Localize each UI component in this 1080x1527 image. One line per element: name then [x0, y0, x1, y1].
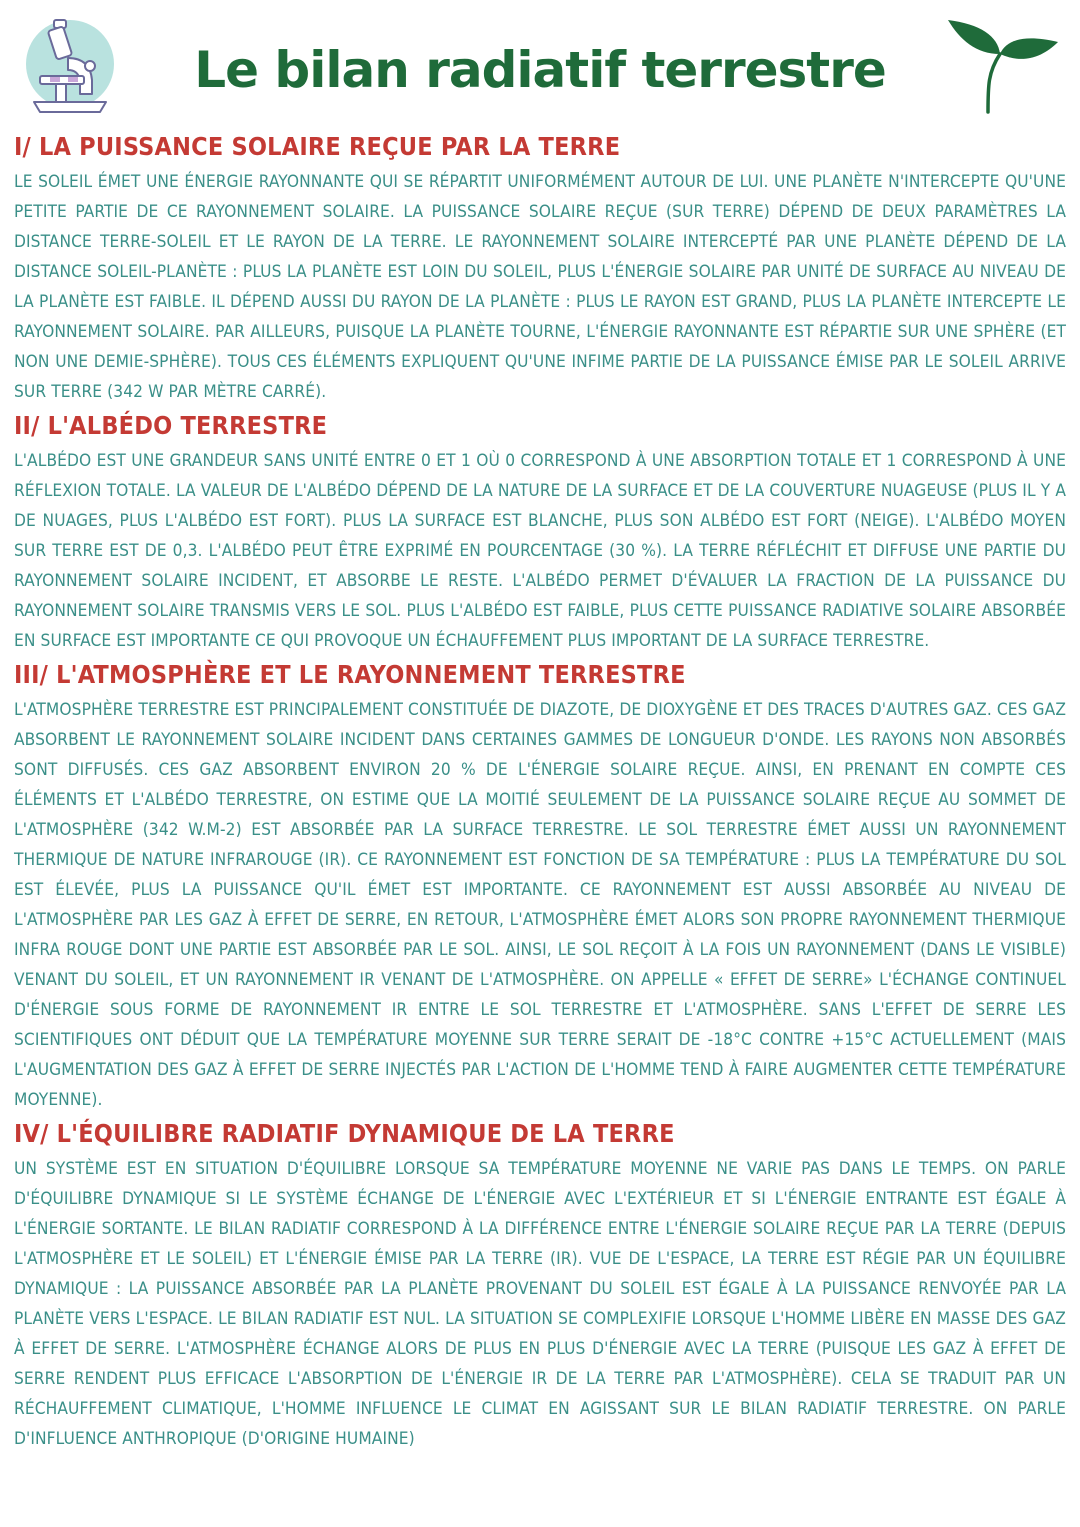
section-heading: III/ L'ATMOSPHÈRE ET LE RAYONNEMENT TERRESTRE — [14, 660, 686, 689]
section-text: LE SOLEIL ÉMET UNE ÉNERGIE RAYONNANTE QUI SE RÉPARTIT UNIFORMÉMENT AUTOUR DE LUI. UNE PLANÈTE N'INTERCEPTE QU'UNE PETITE PARTIE DE CE RAYONNEMENT SOLAIRE. LA PUISSANCE SOLAIRE REÇUE (SUR TERRE) DÉPEND DE DEUX PARAMÈTRES LA DISTANCE TERRE-SOLEIL ET LE RAYON DE LA TERRE. LE RAYONNEMENT SOLAIRE INTERCEPTÉ PAR UNE PLANÈTE DÉPEND DE LA DISTANCE SOLEIL-PLANÈTE : PLUS LA PLANÈTE EST LOIN DU SOLEIL, PLUS L'ÉNERGIE SOLAIRE PAR UNITÉ DE SURFACE AU NIVEAU DE LA PLANÈTE EST FAIBLE. IL DÉPEND AUSSI DU RAYON DE LA PLANÈTE : PLUS LE RAYON EST GRAND, PLUS LA PLANÈTE INTERCEPTE LE RAYONNEMENT SOLAIRE. PAR AILLEURS, PUISQUE LA PLANÈTE TOURNE, L'ÉNERGIE RAYONNANTE EST RÉPARTIE SUR UNE SPHÈRE (ET NON UNE DEMIE-SPHÈRE). TOUS CES ÉLÉMENTS EXPLIQUENT QU'UNE INFIME PARTIE DE LA PUISSANCE ÉMISE PAR LE SOLEIL ARRIVE SUR TERRE (342 W PAR MÈTRE CARRÉ). — [14, 172, 1066, 402]
section-text: L'ATMOSPHÈRE TERRESTRE EST PRINCIPALEMENT CONSTITUÉE DE DIAZOTE, DE DIOXYGÈNE ET DES TRACES D'AUTRES GAZ. CES GAZ ABSORBENT LE RAYONNEMENT SOLAIRE INCIDENT DANS CERTAINES GAMMES DE LONGUEUR D'ONDE. LES RAYONS NON ABSORBÉS SONT DIFFUSÉS. CES GAZ ABSORBENT ENVIRON 20 % DE L'ÉNERGIE SOLAIRE REÇUE. AINSI, EN PRENANT EN COMPTE CES ÉLÉMENTS ET L'ALBÉDO TERRESTRE, ON ESTIME QUE LA MOITIÉ SEULEMENT DE LA PUISSANCE SOLAIRE REÇUE AU SOMMET DE L'ATMOSPHÈRE (342 W.M-2) EST ABSORBÉE PAR LA SURFACE TERRESTRE. LE SOL TERRESTRE ÉMET AUSSI UN RAYONNEMENT THERMIQUE DE NATURE INFRAROUGE (IR). CE RAYONNEMENT EST FONCTION DE SA TEMPÉRATURE : PLUS LA TEMPÉRATURE DU SOL EST ÉLEVÉE, PLUS LA PUISSANCE QU'IL ÉMET EST IMPORTANTE. CE RAYONNEMENT EST AUSSI ABSORBÉE AU NIVEAU DE L'ATMOSPHÈRE PAR LES GAZ À EFFET DE SERRE, EN RETOUR, L'ATMOSPHÈRE ÉMET ALORS SON PROPRE RAYONNEMENT THERMIQUE INFRA ROUGE DONT UNE PARTIE EST ABSORBÉE PAR LE SOL. AINSI, LE SOL REÇOIT À LA FOIS UN RAYONNEMENT (DANS LE VISIBLE) VENANT DU SOLEIL, ET UN RAYONNEMENT IR VENANT DE L'ATMOSPHÈRE. ON APPELLE « EFFET DE SERRE» L'ÉCHANGE CONTINUEL D'ÉNERGIE SOUS FORME DE RAYONNEMENT IR ENTRE LE SOL TERRESTRE ET L'ATMOSPHÈRE. SANS L'EFFET DE SERRE LES SCIENTIFIQUES ONT DÉDUIT QUE LA TEMPÉRATURE MOYENNE SUR TERRE SERAIT DE -18°C CONTRE +15°C ACTUELLEMENT (MAIS L'AUGMENTATION DES GAZ À EFFET DE SERRE INJECTÉS PAR L'ACTION DE L'HOMME TEND À FAIRE AUGMENTER CETTE TEMPÉRATURE MOYENNE). — [14, 700, 1067, 1110]
section-text: UN SYSTÈME EST EN SITUATION D'ÉQUILIBRE LORSQUE SA TEMPÉRATURE MOYENNE NE VARIE PAS DANS LE TEMPS. ON PARLE D'ÉQUILIBRE DYNAMIQUE SI LE SYSTÈME ÉCHANGE DE L'ÉNERGIE AVEC L'EXTÉRIEUR ET SI L'ÉNERGIE ENTRANTE EST ÉGALE À L'ÉNERGIE SORTANTE. LE BILAN RADIATIF CORRESPOND À LA DIFFÉRENCE ENTRE L'ÉNERGIE SOLAIRE REÇUE PAR LA TERRE (DEPUIS L'ATMOSPHÈRE ET LE SOLEIL) ET L'ÉNERGIE ÉMISE PAR LA TERRE (IR). VUE DE L'ESPACE, LA TERRE EST RÉGIE PAR UN ÉQUILIBRE DYNAMIQUE : LA PUISSANCE ABSORBÉE PAR LA PLANÈTE PROVENANT DU SOLEIL EST ÉGALE À LA PUISSANCE RENVOYÉE PAR LA PLANÈTE VERS L'ESPACE. LE BILAN RADIATIF EST NUL. LA SITUATION SE COMPLEXIFIE LORSQUE L'HOMME LIBÈRE EN MASSE DES GAZ À EFFET DE SERRE. L'ATMOSPHÈRE ÉCHANGE ALORS DE PLUS EN PLUS D'ÉNERGIE AVEC LA TERRE (PUISQUE LES GAZ À EFFET DE SERRE RENDENT PLUS EFFICACE L'ABSORPTION DE L'ÉNERGIE IR DE LA TERRE PAR L'ATMOSPHÈRE). CELA SE TRADUIT PAR UN RÉCHAUFFEMENT CLIMATIQUE, L'HOMME INFLUENCE LE CLIMAT EN AGISSANT SUR LE BILAN RADIATIF TERRESTRE. ON PARLE D'INFLUENCE ANTHROPIQUE (D'ORIGINE HUMAINE) — [14, 1159, 1066, 1449]
section-heading: I/ LA PUISSANCE SOLAIRE REÇUE PAR LA TERRE — [14, 132, 621, 161]
page-title: Le bilan radiatif terrestre — [194, 41, 886, 99]
section-atmosphere — [14, 658, 1066, 1115]
sprout-icon — [944, 14, 1062, 114]
content — [14, 130, 1066, 1456]
section-text: L'ALBÉDO EST UNE GRANDEUR SANS UNITÉ ENTRE 0 ET 1 OÙ 0 CORRESPOND À UNE ABSORPTION TOTALE ET 1 CORRESPOND À UNE RÉFLEXION TOTALE. LA VALEUR DE L'ALBÉDO DÉPEND DE LA NATURE DE LA SURFACE ET DE LA COUVERTURE NUAGEUSE (PLUS IL Y A DE NUAGES, PLUS L'ALBÉDO EST FORT). PLUS LA SURFACE EST BLANCHE, PLUS SON ALBÉDO EST FORT (NEIGE). L'ALBÉDO MOYEN SUR TERRE EST DE 0,3. L'ALBÉDO PEUT ÊTRE EXPRIMÉ EN POURCENTAGE (30 %). LA TERRE RÉFLÉCHIT ET DIFFUSE UNE PARTIE DU RAYONNEMENT SOLAIRE INCIDENT, ET ABSORBE LE RESTE. L'ALBÉDO PERMET D'ÉVALUER LA FRACTION DE LA PUISSANCE DU RAYONNEMENT SOLAIRE TRANSMIS VERS LE SOL. PLUS L'ALBÉDO EST FAIBLE, PLUS CETTE PUISSANCE RADIATIVE SOLAIRE ABSORBÉE EN SURFACE EST IMPORTANTE CE QUI PROVOQUE UN ÉCHAUFFEMENT PLUS IMPORTANT DE LA SURFACE TERRESTRE. — [14, 451, 1066, 651]
section-puissance-solaire — [14, 130, 1066, 407]
section-albedo — [14, 409, 1066, 656]
section-heading: II/ L'ALBÉDO TERRESTRE — [14, 411, 328, 440]
page-header — [0, 0, 1080, 128]
section-heading: IV/ L'ÉQUILIBRE RADIATIF DYNAMIQUE DE LA TERRE — [14, 1119, 675, 1148]
section-equilibre — [14, 1117, 1066, 1454]
